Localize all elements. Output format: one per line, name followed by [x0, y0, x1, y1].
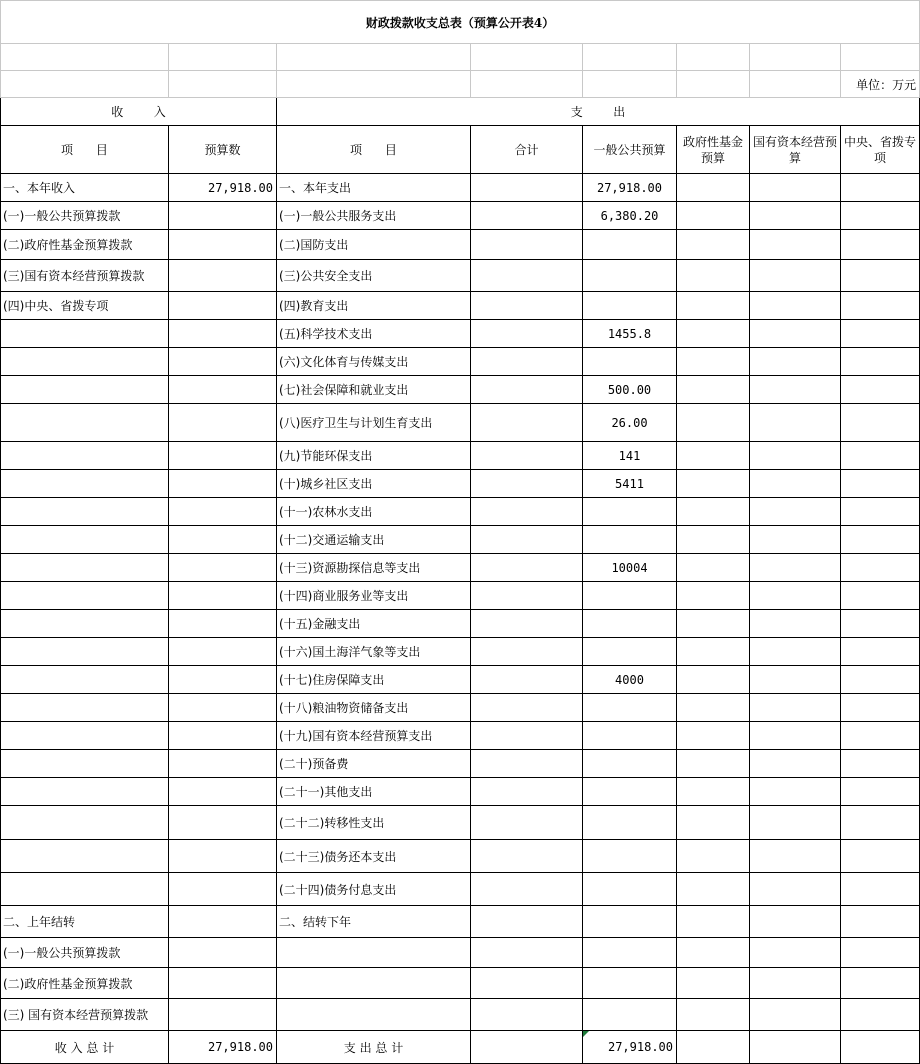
table-row: [1, 968, 920, 999]
general-budget-cell[interactable]: [583, 694, 677, 722]
income-amount-cell[interactable]: [169, 873, 277, 906]
central-special-cell[interactable]: [841, 778, 920, 806]
gov-fund-cell[interactable]: [677, 320, 750, 348]
total-cell[interactable]: [471, 968, 583, 999]
table-row: [1, 999, 920, 1031]
central-special-cell[interactable]: [841, 666, 920, 694]
unit-row: [1, 71, 920, 98]
income-item-cell[interactable]: [1, 582, 169, 610]
income-total-amount[interactable]: 27,918.00: [169, 1031, 277, 1064]
income-item-cell[interactable]: [1, 666, 169, 694]
gov-fund-total-cell[interactable]: [677, 1031, 750, 1064]
general-budget-cell[interactable]: [583, 778, 677, 806]
table-row: [1, 404, 920, 442]
general-budget-cell[interactable]: [583, 638, 677, 666]
table-row: [1, 694, 920, 722]
col-budget: 预算数: [169, 126, 277, 174]
general-budget-cell[interactable]: 26.00: [583, 404, 677, 442]
total-cell[interactable]: [471, 174, 583, 202]
gov-fund-cell[interactable]: [677, 470, 750, 498]
income-item-cell[interactable]: (二)政府性基金预算拨款: [1, 230, 169, 260]
gov-fund-cell[interactable]: [677, 174, 750, 202]
gov-fund-cell[interactable]: [677, 376, 750, 404]
table-row: [1, 554, 920, 582]
expense-item-cell[interactable]: (十七)住房保障支出: [277, 666, 471, 694]
expense-item-cell[interactable]: (八)医疗卫生与计划生育支出: [277, 404, 471, 442]
gov-fund-cell[interactable]: [677, 348, 750, 376]
general-budget-cell[interactable]: 27,918.00: [583, 174, 677, 202]
income-item-cell[interactable]: (二)政府性基金预算拨款: [1, 968, 169, 999]
total-cell[interactable]: [471, 404, 583, 442]
general-budget-cell[interactable]: [583, 968, 677, 999]
income-amount-cell[interactable]: [169, 202, 277, 230]
income-amount-cell[interactable]: [169, 230, 277, 260]
income-amount-cell[interactable]: [169, 840, 277, 873]
general-budget-cell[interactable]: [583, 750, 677, 778]
state-capital-cell[interactable]: [750, 750, 841, 778]
income-item-cell[interactable]: [1, 554, 169, 582]
gov-fund-cell[interactable]: [677, 666, 750, 694]
state-capital-cell[interactable]: [750, 526, 841, 554]
general-budget-cell[interactable]: [583, 906, 677, 938]
gov-fund-cell[interactable]: [677, 722, 750, 750]
income-item-cell[interactable]: (一)一般公共预算拨款: [1, 202, 169, 230]
income-amount-cell[interactable]: 27,918.00: [169, 174, 277, 202]
total-cell[interactable]: [471, 694, 583, 722]
central-special-cell[interactable]: [841, 348, 920, 376]
table-row: [1, 722, 920, 750]
total-cell[interactable]: [471, 999, 583, 1031]
table-row: [1, 750, 920, 778]
gov-fund-cell[interactable]: [677, 840, 750, 873]
table-row: [1, 470, 920, 498]
income-header: 收 入: [1, 98, 277, 126]
income-item-cell[interactable]: [1, 610, 169, 638]
total-cell[interactable]: [471, 638, 583, 666]
general-budget-cell[interactable]: [583, 610, 677, 638]
income-item-cell[interactable]: [1, 348, 169, 376]
gov-fund-cell[interactable]: [677, 230, 750, 260]
income-item-cell[interactable]: [1, 470, 169, 498]
gov-fund-cell[interactable]: [677, 292, 750, 320]
state-capital-cell[interactable]: [750, 320, 841, 348]
general-budget-cell[interactable]: 5411: [583, 470, 677, 498]
gov-fund-cell[interactable]: [677, 202, 750, 230]
income-amount-cell[interactable]: [169, 968, 277, 999]
total-cell[interactable]: [471, 442, 583, 470]
col-expense-item: 项 目: [277, 126, 471, 174]
income-amount-cell[interactable]: [169, 806, 277, 840]
state-capital-cell[interactable]: [750, 554, 841, 582]
central-special-cell[interactable]: [841, 526, 920, 554]
gov-fund-cell[interactable]: [677, 873, 750, 906]
general-budget-cell[interactable]: [583, 498, 677, 526]
expense-item-cell[interactable]: (六)文化体育与传媒支出: [277, 348, 471, 376]
state-capital-cell[interactable]: [750, 470, 841, 498]
general-budget-cell[interactable]: [583, 840, 677, 873]
state-capital-total-cell[interactable]: [750, 1031, 841, 1064]
expense-item-cell[interactable]: (七)社会保障和就业支出: [277, 376, 471, 404]
state-capital-cell[interactable]: [750, 722, 841, 750]
central-special-cell[interactable]: [841, 906, 920, 938]
income-item-cell[interactable]: [1, 442, 169, 470]
income-amount-cell[interactable]: [169, 470, 277, 498]
total-cell[interactable]: [471, 320, 583, 348]
income-amount-cell[interactable]: [169, 320, 277, 348]
income-total-label[interactable]: 收 入 总 计: [1, 1031, 169, 1064]
state-capital-cell[interactable]: [750, 260, 841, 292]
income-item-cell[interactable]: (三) 国有资本经营预算拨款: [1, 999, 169, 1031]
central-special-cell[interactable]: [841, 610, 920, 638]
table-row: [1, 938, 920, 968]
gov-fund-cell[interactable]: [677, 404, 750, 442]
total-cell[interactable]: [471, 610, 583, 638]
expense-item-cell[interactable]: (二十一)其他支出: [277, 778, 471, 806]
total-cell[interactable]: [471, 348, 583, 376]
gov-fund-cell[interactable]: [677, 554, 750, 582]
table-row: [1, 376, 920, 404]
totals-row: [1, 1031, 920, 1064]
gov-fund-cell[interactable]: [677, 999, 750, 1031]
state-capital-cell[interactable]: [750, 999, 841, 1031]
general-budget-cell[interactable]: 6,380.20: [583, 202, 677, 230]
income-amount-cell[interactable]: [169, 404, 277, 442]
state-capital-cell[interactable]: [750, 498, 841, 526]
table-row: [1, 292, 920, 320]
gov-fund-cell[interactable]: [677, 968, 750, 999]
state-capital-cell[interactable]: [750, 292, 841, 320]
income-amount-cell[interactable]: [169, 292, 277, 320]
income-item-cell[interactable]: (四)中央、省拨专项: [1, 292, 169, 320]
table-row: [1, 840, 920, 873]
table-row: [1, 202, 920, 230]
gov-fund-cell[interactable]: [677, 442, 750, 470]
income-amount-cell[interactable]: [169, 376, 277, 404]
income-item-cell[interactable]: (一)一般公共预算拨款: [1, 938, 169, 968]
income-amount-cell[interactable]: [169, 348, 277, 376]
table-row: [1, 610, 920, 638]
gov-fund-cell[interactable]: [677, 750, 750, 778]
central-special-cell[interactable]: [841, 292, 920, 320]
general-budget-cell[interactable]: [583, 348, 677, 376]
total-cell[interactable]: [471, 230, 583, 260]
expense-item-cell[interactable]: (一)一般公共服务支出: [277, 202, 471, 230]
gov-fund-cell[interactable]: [677, 526, 750, 554]
expense-item-cell[interactable]: (十九)国有资本经营预算支出: [277, 722, 471, 750]
income-amount-cell[interactable]: [169, 906, 277, 938]
state-capital-cell[interactable]: [750, 778, 841, 806]
total-cell[interactable]: [471, 582, 583, 610]
total-cell[interactable]: [471, 498, 583, 526]
gov-fund-cell[interactable]: [677, 778, 750, 806]
expense-total-label[interactable]: 支 出 总 计: [277, 1031, 471, 1064]
income-amount-cell[interactable]: [169, 750, 277, 778]
central-special-cell[interactable]: [841, 638, 920, 666]
state-capital-cell[interactable]: [750, 404, 841, 442]
expense-item-cell[interactable]: (十二)交通运输支出: [277, 526, 471, 554]
income-amount-cell[interactable]: [169, 694, 277, 722]
state-capital-cell[interactable]: [750, 694, 841, 722]
gov-fund-cell[interactable]: [677, 498, 750, 526]
income-item-cell[interactable]: [1, 526, 169, 554]
central-special-cell[interactable]: [841, 999, 920, 1031]
total-cell[interactable]: [471, 376, 583, 404]
expense-item-cell[interactable]: (二)国防支出: [277, 230, 471, 260]
state-capital-cell[interactable]: [750, 666, 841, 694]
central-special-cell[interactable]: [841, 750, 920, 778]
income-item-cell[interactable]: [1, 404, 169, 442]
col-state-capital: 国有资本经营预算: [750, 126, 841, 174]
total-cell[interactable]: [471, 292, 583, 320]
central-special-cell[interactable]: [841, 806, 920, 840]
state-capital-cell[interactable]: [750, 348, 841, 376]
income-item-cell[interactable]: 一、本年收入: [1, 174, 169, 202]
central-special-cell[interactable]: [841, 873, 920, 906]
central-special-cell[interactable]: [841, 722, 920, 750]
total-cell[interactable]: [471, 260, 583, 292]
general-budget-cell[interactable]: [583, 938, 677, 968]
central-special-cell[interactable]: [841, 320, 920, 348]
general-budget-cell[interactable]: [583, 722, 677, 750]
income-amount-cell[interactable]: [169, 938, 277, 968]
total-cell[interactable]: [471, 750, 583, 778]
col-gov-fund: 政府性基金预算: [677, 126, 750, 174]
title-row: [1, 1, 920, 44]
table-row: [1, 174, 920, 202]
state-capital-cell[interactable]: [750, 610, 841, 638]
central-special-cell[interactable]: [841, 470, 920, 498]
income-item-cell[interactable]: [1, 806, 169, 840]
total-cell[interactable]: [471, 906, 583, 938]
central-special-cell[interactable]: [841, 498, 920, 526]
total-cell[interactable]: [471, 722, 583, 750]
expense-item-cell[interactable]: (二十)预备费: [277, 750, 471, 778]
expense-item-cell[interactable]: [277, 938, 471, 968]
gov-fund-cell[interactable]: [677, 260, 750, 292]
table-row: [1, 582, 920, 610]
central-special-cell[interactable]: [841, 554, 920, 582]
state-capital-cell[interactable]: [750, 174, 841, 202]
gov-fund-cell[interactable]: [677, 938, 750, 968]
expense-header: 支 出: [277, 98, 920, 126]
expense-item-cell[interactable]: (三)公共安全支出: [277, 260, 471, 292]
general-budget-cell[interactable]: [583, 582, 677, 610]
general-budget-cell[interactable]: [583, 999, 677, 1031]
income-item-cell[interactable]: [1, 498, 169, 526]
general-budget-cell[interactable]: [583, 292, 677, 320]
table-row: [1, 873, 920, 906]
unit-label: 单位：万元: [841, 71, 920, 98]
expense-item-cell[interactable]: (十三)资源勘探信息等支出: [277, 554, 471, 582]
expense-item-cell[interactable]: 一、本年支出: [277, 174, 471, 202]
total-cell[interactable]: [471, 526, 583, 554]
income-item-cell[interactable]: [1, 376, 169, 404]
central-special-cell[interactable]: [841, 840, 920, 873]
central-special-cell[interactable]: [841, 968, 920, 999]
income-amount-cell[interactable]: [169, 442, 277, 470]
central-special-total-cell[interactable]: [841, 1031, 920, 1064]
expense-item-cell[interactable]: (十六)国土海洋气象等支出: [277, 638, 471, 666]
total-cell[interactable]: [471, 202, 583, 230]
table-row: [1, 666, 920, 694]
table-row: [1, 638, 920, 666]
income-item-cell[interactable]: [1, 873, 169, 906]
income-amount-cell[interactable]: [169, 610, 277, 638]
table-row: [1, 526, 920, 554]
table-row: [1, 230, 920, 260]
central-special-cell[interactable]: [841, 174, 920, 202]
gov-fund-cell[interactable]: [677, 610, 750, 638]
state-capital-cell[interactable]: [750, 638, 841, 666]
central-special-cell[interactable]: [841, 376, 920, 404]
gov-fund-cell[interactable]: [677, 906, 750, 938]
expense-item-cell[interactable]: 二、结转下年: [277, 906, 471, 938]
income-amount-cell[interactable]: [169, 722, 277, 750]
general-budget-cell[interactable]: 4000: [583, 666, 677, 694]
expense-item-cell[interactable]: (十)城乡社区支出: [277, 470, 471, 498]
income-amount-cell[interactable]: [169, 778, 277, 806]
income-amount-cell[interactable]: [169, 498, 277, 526]
state-capital-cell[interactable]: [750, 906, 841, 938]
table-row: [1, 320, 920, 348]
total-cell[interactable]: [471, 938, 583, 968]
gov-fund-cell[interactable]: [677, 806, 750, 840]
expense-item-cell[interactable]: (二十三)债务还本支出: [277, 840, 471, 873]
table-row: [1, 806, 920, 840]
table-row: [1, 906, 920, 938]
expense-item-cell[interactable]: [277, 968, 471, 999]
col-income-item: 项 目: [1, 126, 169, 174]
expense-item-cell[interactable]: (十五)金融支出: [277, 610, 471, 638]
total-cell[interactable]: [471, 666, 583, 694]
income-amount-cell[interactable]: [169, 638, 277, 666]
income-item-cell[interactable]: [1, 638, 169, 666]
general-budget-cell[interactable]: 1455.8: [583, 320, 677, 348]
expense-item-cell[interactable]: (二十二)转移性支出: [277, 806, 471, 840]
general-budget-cell[interactable]: [583, 230, 677, 260]
general-budget-cell[interactable]: 500.00: [583, 376, 677, 404]
col-central-special: 中央、省拨专项: [841, 126, 920, 174]
table-row: [1, 498, 920, 526]
general-budget-cell[interactable]: 10004: [583, 554, 677, 582]
table-row: [1, 348, 920, 376]
general-budget-cell[interactable]: [583, 526, 677, 554]
income-item-cell[interactable]: (三)国有资本经营预算拨款: [1, 260, 169, 292]
income-amount-cell[interactable]: [169, 554, 277, 582]
central-special-cell[interactable]: [841, 442, 920, 470]
state-capital-cell[interactable]: [750, 442, 841, 470]
expense-item-cell[interactable]: (十四)商业服务业等支出: [277, 582, 471, 610]
expense-item-cell[interactable]: (十一)农林水支出: [277, 498, 471, 526]
total-cell[interactable]: [471, 554, 583, 582]
total-cell[interactable]: [471, 470, 583, 498]
table-row: [1, 442, 920, 470]
expense-item-cell[interactable]: (二十四)债务付息支出: [277, 873, 471, 906]
general-budget-cell[interactable]: [583, 260, 677, 292]
central-special-cell[interactable]: [841, 260, 920, 292]
income-amount-cell[interactable]: [169, 260, 277, 292]
income-item-cell[interactable]: [1, 722, 169, 750]
gov-fund-cell[interactable]: [677, 638, 750, 666]
gov-fund-cell[interactable]: [677, 694, 750, 722]
state-capital-cell[interactable]: [750, 582, 841, 610]
state-capital-cell[interactable]: [750, 376, 841, 404]
general-budget-cell[interactable]: 141: [583, 442, 677, 470]
total-sum-cell[interactable]: [471, 1031, 583, 1064]
page-title: 财政拨款收支总表（预算公开表4）: [1, 1, 920, 44]
income-item-cell[interactable]: [1, 750, 169, 778]
state-capital-cell[interactable]: [750, 968, 841, 999]
col-general-budget: 一般公共预算: [583, 126, 677, 174]
general-budget-cell[interactable]: [583, 873, 677, 906]
gov-fund-cell[interactable]: [677, 582, 750, 610]
section-header-row: [1, 98, 920, 126]
total-cell[interactable]: [471, 778, 583, 806]
central-special-cell[interactable]: [841, 582, 920, 610]
income-item-cell[interactable]: [1, 320, 169, 348]
table-row: [1, 260, 920, 292]
total-cell[interactable]: [471, 873, 583, 906]
income-amount-cell[interactable]: [169, 666, 277, 694]
income-item-cell[interactable]: [1, 778, 169, 806]
expense-item-cell[interactable]: (五)科学技术支出: [277, 320, 471, 348]
expense-item-cell[interactable]: (四)教育支出: [277, 292, 471, 320]
total-cell[interactable]: [471, 840, 583, 873]
general-budget-cell[interactable]: [583, 806, 677, 840]
expense-item-cell[interactable]: [277, 999, 471, 1031]
general-total-cell[interactable]: 27,918.00: [583, 1031, 677, 1064]
central-special-cell[interactable]: [841, 694, 920, 722]
central-special-cell[interactable]: [841, 230, 920, 260]
table-row: [1, 778, 920, 806]
income-item-cell[interactable]: [1, 840, 169, 873]
income-amount-cell[interactable]: [169, 526, 277, 554]
income-amount-cell[interactable]: [169, 582, 277, 610]
state-capital-cell[interactable]: [750, 873, 841, 906]
central-special-cell[interactable]: [841, 404, 920, 442]
state-capital-cell[interactable]: [750, 806, 841, 840]
expense-item-cell[interactable]: (十八)粮油物资储备支出: [277, 694, 471, 722]
expense-item-cell[interactable]: (九)节能环保支出: [277, 442, 471, 470]
central-special-cell[interactable]: [841, 938, 920, 968]
state-capital-cell[interactable]: [750, 202, 841, 230]
income-item-cell[interactable]: [1, 694, 169, 722]
income-amount-cell[interactable]: [169, 999, 277, 1031]
state-capital-cell[interactable]: [750, 938, 841, 968]
column-header-row: [1, 126, 920, 174]
spacer-row: [1, 44, 920, 71]
central-special-cell[interactable]: [841, 202, 920, 230]
state-capital-cell[interactable]: [750, 840, 841, 873]
total-cell[interactable]: [471, 806, 583, 840]
col-total: 合计: [471, 126, 583, 174]
state-capital-cell[interactable]: [750, 230, 841, 260]
income-item-cell[interactable]: 二、上年结转: [1, 906, 169, 938]
